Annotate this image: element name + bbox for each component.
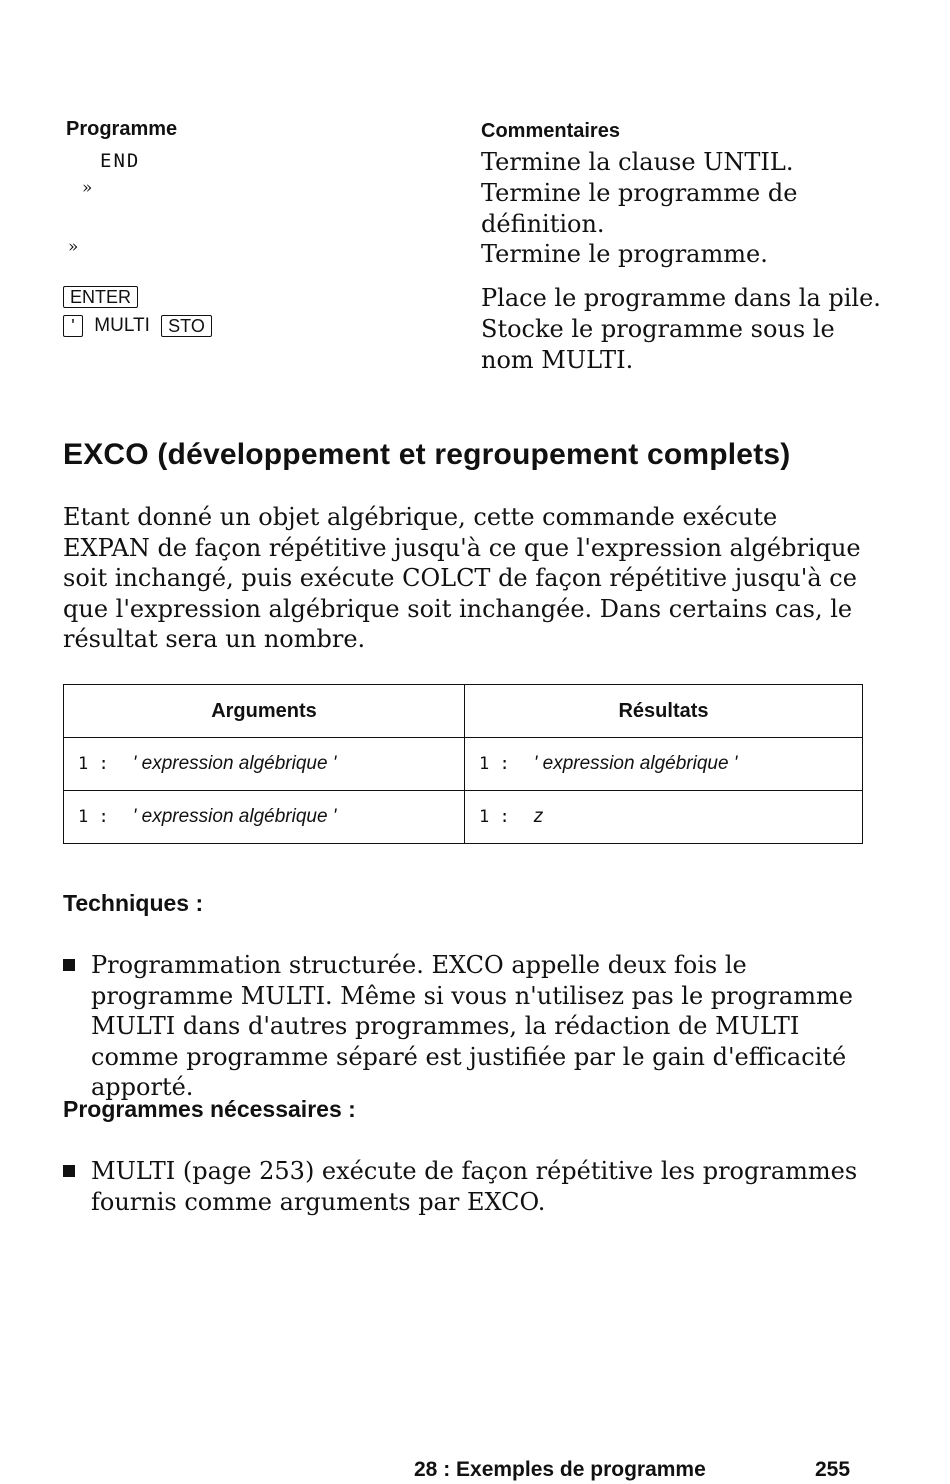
argument-cell xyxy=(64,738,465,791)
bullet-square-icon xyxy=(63,1165,75,1177)
stack-diagram-table xyxy=(63,684,863,844)
quote-key: ' xyxy=(63,315,83,337)
argument-value: ' expression algébrique ' xyxy=(132,806,337,827)
program-name-multi: MULTI xyxy=(94,315,150,337)
bullet-square-icon xyxy=(63,959,75,971)
techniques-title: Techniques : xyxy=(63,890,204,916)
result-value: ' expression algébrique ' xyxy=(533,753,738,774)
comments-column-header: Commentaires xyxy=(481,120,620,142)
page-number: 255 xyxy=(815,1458,851,1481)
techniques-bullet-text: Programmation structurée. EXCO appelle deux fois le programme MULTI. Même si vous n'utilisez pas le programme MULTI dans d'autres programmes, la rédaction de MULTI comme programme séparé est justifiée par le gain d'efficacité apporté. xyxy=(91,951,853,1101)
required-programs-title: Programmes nécessaires : xyxy=(63,1096,356,1122)
comment-until: Termine la clause UNTIL. xyxy=(481,148,794,176)
argument-cell xyxy=(64,791,465,844)
result-cell xyxy=(465,738,863,791)
comment-definition: Termine le programme de définition. xyxy=(481,179,798,238)
footer-chapter: 28 : Exemples de programme xyxy=(414,1458,706,1481)
program-line-close-definition: » xyxy=(82,178,93,198)
comment-place-stack: Place le programme dans la pile. xyxy=(481,284,881,312)
sto-key: STO xyxy=(161,315,212,337)
result-cell xyxy=(465,791,863,844)
table-row xyxy=(64,738,863,791)
arguments-header: Arguments xyxy=(64,685,465,738)
enter-key: ENTER xyxy=(63,286,138,308)
stack-level: 1 : xyxy=(78,807,109,827)
section-title: EXCO (développement et regroupement complets) xyxy=(63,438,791,471)
comment-program-end: Termine le programme. xyxy=(481,240,768,268)
stack-level: 1 : xyxy=(479,807,510,827)
required-programs-bullet xyxy=(63,1156,863,1217)
argument-value: ' expression algébrique ' xyxy=(132,753,337,774)
program-line-close-program: » xyxy=(68,237,79,257)
comment-store: Stocke le programme sous le nom MULTI. xyxy=(481,315,835,374)
table-header-row xyxy=(64,685,863,738)
program-line-end: END xyxy=(100,150,141,172)
table-row xyxy=(64,791,863,844)
stack-level: 1 : xyxy=(479,754,510,774)
stack-level: 1 : xyxy=(78,754,109,774)
result-value: z xyxy=(533,806,544,827)
results-header: Résultats xyxy=(465,685,863,738)
section-intro: Etant donné un objet algébrique, cette commande exécute EXPAN de façon répétitive jusqu'à ce que l'expression algébrique soit inchangé, puis exécute COLCT de façon répétitive jusqu'à ce que l'expression algébrique soit inchangée. Dans certains cas, le résultat sera un nombre. xyxy=(63,503,861,653)
program-column-header: Programme xyxy=(66,118,178,140)
required-programs-bullet-text: MULTI (page 253) exécute de façon répétitive les programmes fournis comme arguments par EXCO. xyxy=(91,1157,858,1216)
program-line-enter xyxy=(63,285,138,308)
program-line-store-multi xyxy=(63,315,212,337)
techniques-bullet xyxy=(63,950,863,1103)
